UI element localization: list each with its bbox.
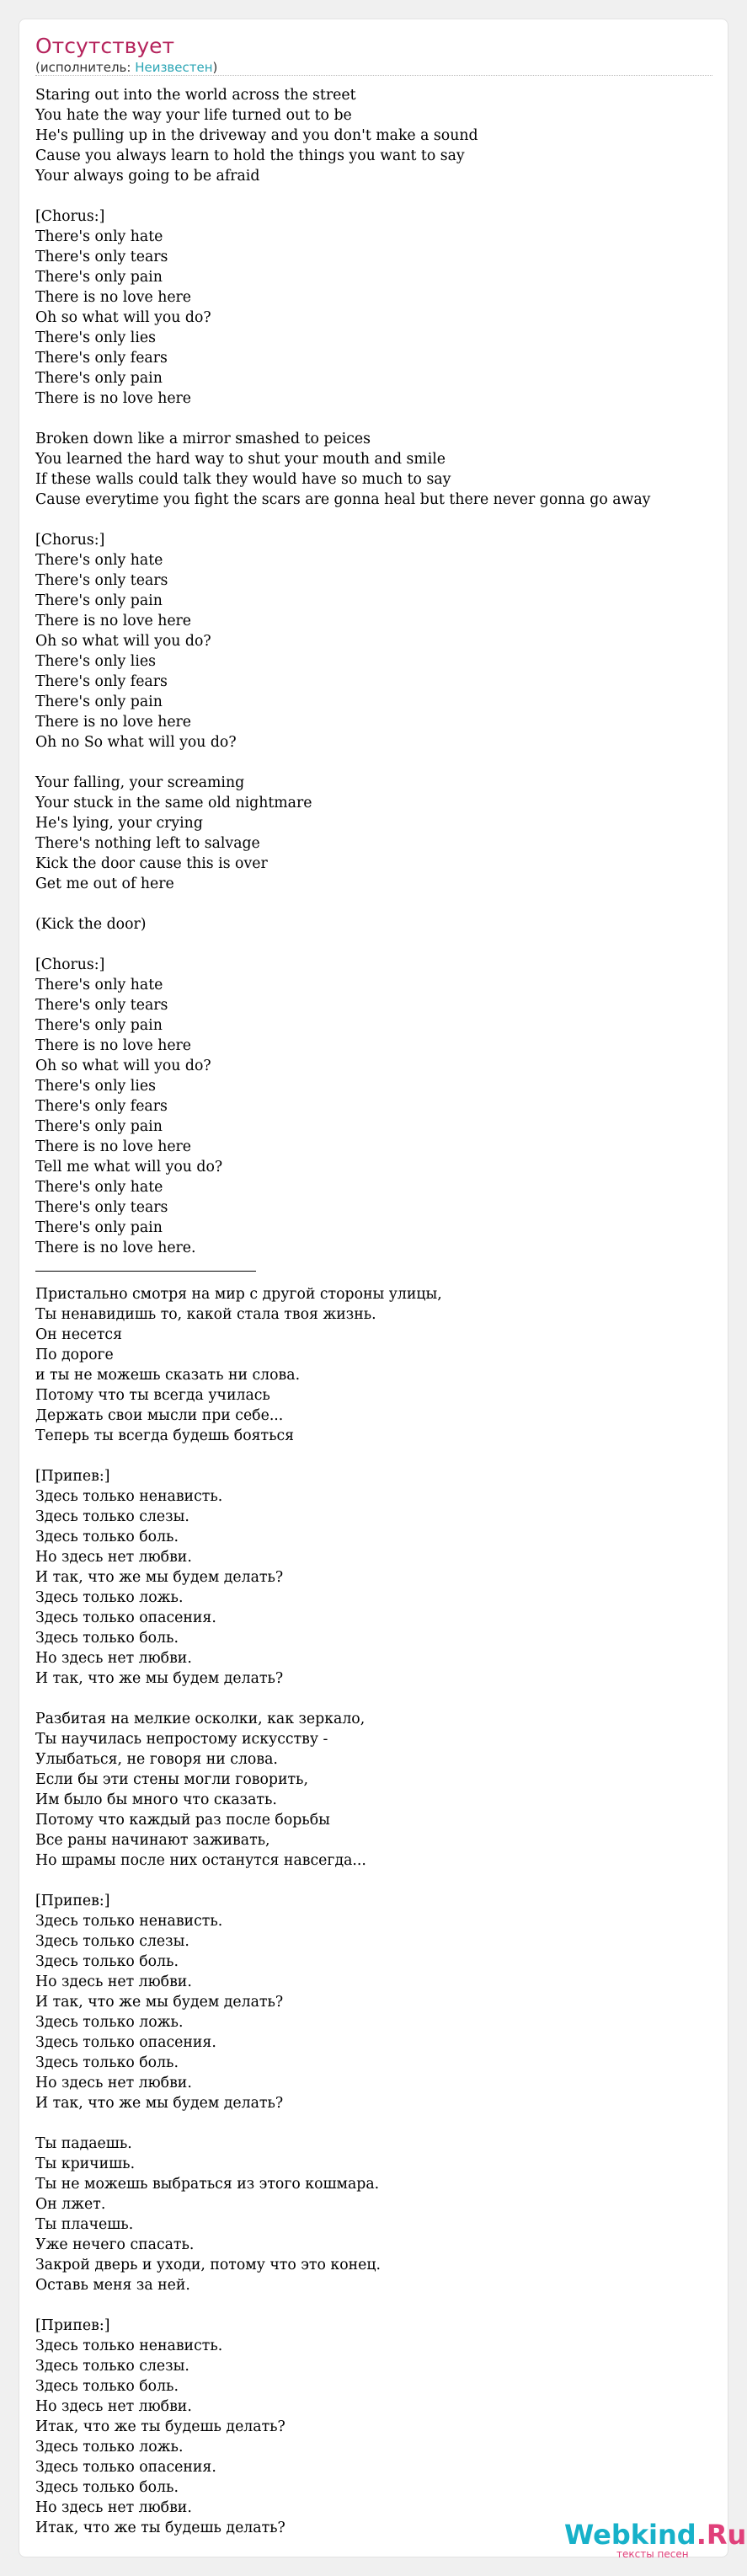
logo-tagline: тексты песен — [616, 2548, 689, 2560]
header-divider — [35, 75, 712, 76]
lyrics-translation: Пристально смотря на мир с другой стороны улицы, Ты ненавидишь то, какой стала твоя жизнь. Он несется По дороге и ты не можешь сказать ни слова. Потому что ты всегда училась Держать свои мысли при себе... Теперь ты всегда будешь бояться [Припев:] Здесь только ненависть. Здесь только слезы. Здесь только боль. Но здесь нет любви. И так, что же мы будем делать? Здесь только ложь. Здесь только опасения. Здесь только боль. Но здесь нет любви. И так, что же мы будем делать? Разбитая на мелкие осколки, как зеркало, Ты научилась непростому искусству - Улыбаться, не говоря ни слова. Если бы эти стены могли говорить, Им было бы много что сказать. Потому что каждый раз после борьбы Все раны начинают заживать, Но шрамы после них останутся навсегда... [Припев:] Здесь только ненависть. Здесь только слезы. Здесь только боль. Но здесь нет любви. И так, что же мы будем делать? Здесь только ложь. Здесь только опасения. Здесь только боль. Но здесь нет любви. И так, что же мы будем делать? Ты падаешь. Ты кричишь. Ты не можешь выбраться из этого кошмара. Он лжет. Ты плачешь. Уже нечего спасать. Закрой дверь и уходи, потому что это конец. Оставь меня за ней. [Припев:] Здесь только ненависть. Здесь только слезы. Здесь только боль. Но здесь нет любви. Итак, что же ты будешь делать? Здесь только ложь. Здесь только опасения. Здесь только боль. Но здесь нет любви. Итак, что же ты будешь делать? — [35, 1286, 442, 2536]
logo-tld-text: .Ru — [696, 2519, 747, 2551]
logo-main-text: Webkind — [564, 2519, 696, 2551]
artist-line — [35, 59, 217, 76]
artist-prefix: (исполнитель: — [35, 60, 136, 75]
song-title: Отсутствует — [35, 34, 175, 58]
site-logo[interactable] — [564, 2518, 747, 2560]
lyrics-original: Staring out into the world across the street You hate the way your life turned out to be He's pulling up in the driveway and you don't make a sound Cause you always learn to hold the things you want to say Your always going to be afraid [Chorus:] There's only hate There's only tears There's only pain There is no love here Oh so what will you do? There's only lies There's only fears There's only pain There is no love here Broken down like a mirror smashed to peices You learned the hard way to shut your mouth and smile If these walls could talk they would have so much to say Cause everytime you fight the scars are gonna heal but there never gonna go away [Chorus:] There's only hate There's only tears There's only pain There is no love here Oh so what will you do? There's only lies There's only fears There's only pain There is no love here Oh no So what will you do? Your falling, your screaming Your stuck in the same old nightmare He's lying, your crying There's nothing left to salvage Kick the door cause this is over Get me out of here (Kick the door) [Chorus:] There's only hate There's only tears There's only pain There is no love here Oh so what will you do? There's only lies There's only fears There's only pain There is no love here Tell me what will you do? There's only hate There's only tears There's only pain There is no love here. — [35, 87, 651, 1256]
artist-suffix: ) — [212, 60, 218, 75]
logo-wordmark — [564, 2518, 746, 2552]
artist-link[interactable]: Неизвестен — [135, 60, 213, 75]
